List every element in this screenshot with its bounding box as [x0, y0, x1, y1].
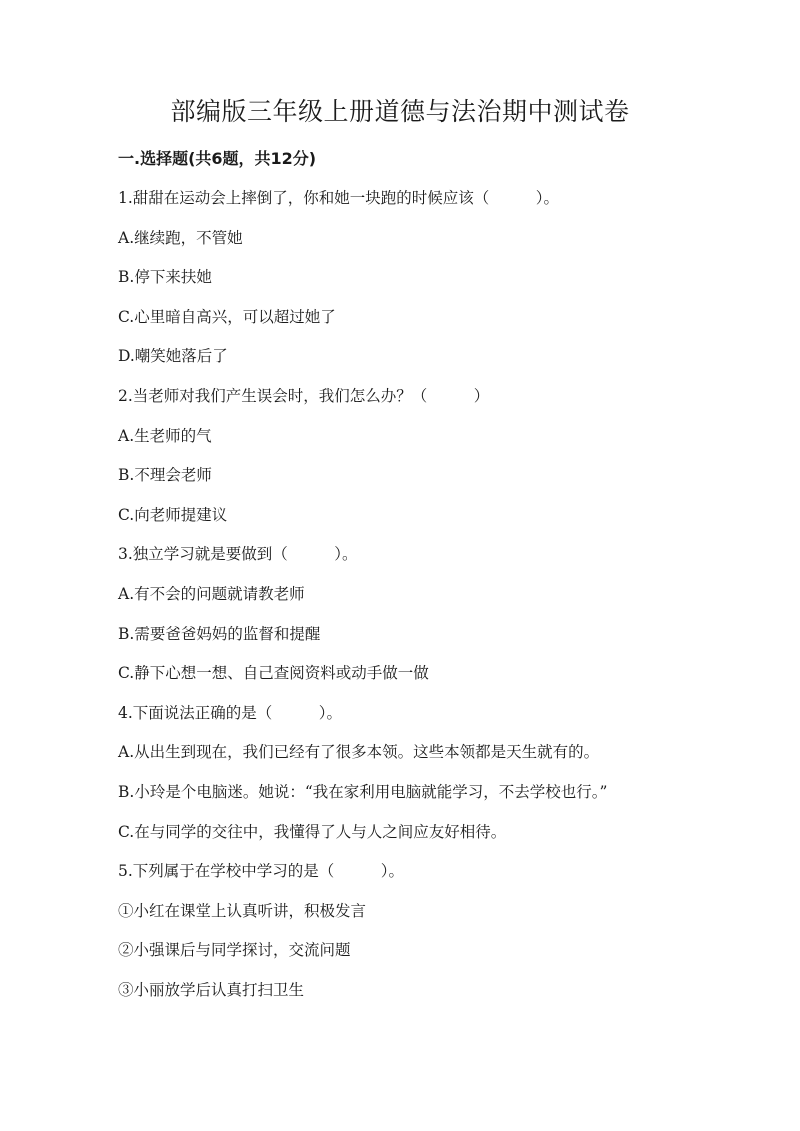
- page-title: 部编版三年级上册道德与法治期中测试卷: [170, 97, 630, 126]
- option-4b: B.小玲是个电脑迷。她说：“我在家利用电脑就能学习，不去学校也行。”: [118, 783, 608, 801]
- option-3c: C.静下心想一想、自己查阅资料或动手做一做: [118, 664, 429, 682]
- question-3: 3.独立学习就是要做到（ ）。: [118, 545, 358, 563]
- option-4c: C.在与同学的交往中，我懂得了人与人之间应友好相待。: [118, 823, 507, 841]
- option-2c: C.向老师提建议: [118, 506, 228, 524]
- option-2a: A.生老师的气: [118, 427, 212, 445]
- option-1a: A.继续跑，不管她: [118, 229, 243, 247]
- option-1b: B.停下来扶她: [118, 268, 212, 286]
- statement-5-2: ②小强课后与同学探讨，交流问题: [118, 941, 351, 959]
- option-1d: D.嘲笑她落后了: [118, 347, 228, 365]
- question-1: 1.甜甜在运动会上摔倒了，你和她一块跑的时候应该（ ）。: [118, 189, 560, 207]
- question-5: 5.下列属于在学校中学习的是（ ）。: [118, 862, 405, 880]
- option-3b: B.需要爸爸妈妈的监督和提醒: [118, 625, 321, 643]
- statement-5-1: ①小红在课堂上认真听讲，积极发言: [118, 902, 367, 920]
- option-2b: B.不理会老师: [118, 466, 212, 484]
- question-4: 4.下面说法正确的是（ ）。: [118, 704, 343, 722]
- option-1c: C.心里暗自高兴，可以超过她了: [118, 308, 336, 326]
- question-2: 2.当老师对我们产生误会时，我们怎么办？（ ）: [118, 387, 490, 405]
- option-3a: A.有不会的问题就请教老师: [118, 585, 305, 603]
- statement-5-3: ③小丽放学后认真打扫卫生: [118, 981, 305, 999]
- option-4a: A.从出生到现在，我们已经有了很多本领。这些本领都是天生就有的。: [118, 743, 600, 761]
- section-header: 一.选择题(共6题，共12分): [118, 149, 317, 168]
